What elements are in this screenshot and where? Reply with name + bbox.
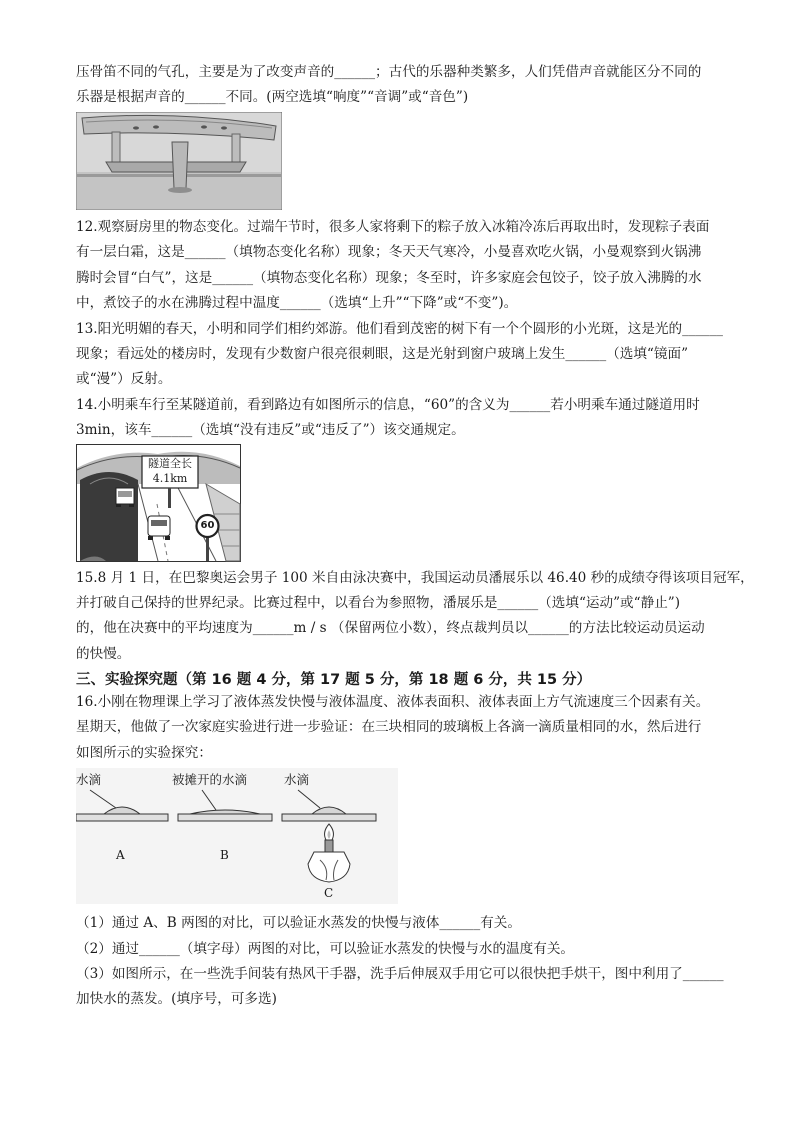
tunnel-sign-length: 4.1km [152, 472, 188, 485]
q16-sub-3-line-1: （3）如图所示，在一些洗手间装有热风干手器，洗手后伸展双手用它可以很快把手烘干，图中利用了______ [76, 966, 724, 982]
q15-line-1: 15.8 月 1 日，在巴黎奥运会男子 100 米自由泳决赛中，我国运动员潘展乐以 46.40 秒的成绩夺得该项目冠军， [76, 570, 754, 586]
q14-line-1: 14.小明乘车行至某隧道前，看到路边有如图所示的信息，“60”的含义为______若小明乘车通过隧道用时 [76, 397, 700, 413]
q11-line-1: 压骨笛不同的气孔，主要是为了改变声音的______；古代的乐器种类繁多，人们凭借声音就能区分不同的 [76, 64, 702, 80]
bone-flute-photo [76, 112, 282, 210]
q15-line-4: 的快慢。 [76, 646, 131, 662]
q12-line-2: 有一层白霜，这是______（填物态变化名称）现象；冬天天气寒冷，小曼喜欢吃火锅，小曼观察到火锅沸 [76, 244, 702, 260]
evaporation-figure [76, 768, 398, 904]
speed-limit-sign: 60 [200, 520, 215, 531]
q16-line-3: 如图所示的实验探究： [76, 745, 212, 761]
q13-line-2: 现象；看远处的楼房时，发现有少数窗户很亮很刺眼，这是光射到窗户玻璃上发生______（选填“镜面” [76, 346, 689, 362]
fig-b-top-label: 被摊开的水滴 [172, 772, 248, 787]
q12-line-4: 中，煮饺子的水在沸腾过程中温度______（选填“上升”“下降”或“不变”)。 [76, 295, 518, 311]
q16-sub-2: （2）通过______（填字母）两图的对比，可以验证水蒸发的快慢与水的温度有关。 [76, 941, 575, 957]
q12-line-3: 腾时会冒“白气”，这是______（填物态变化名称）现象；冬至时，许多家庭会包饺子，饺子放入沸腾的水 [76, 270, 702, 286]
fig-c-top-label: 水滴 [284, 772, 310, 787]
fig-label-c: C [324, 886, 334, 900]
q13-line-3: 或“漫”）反射。 [76, 371, 172, 387]
q16-line-1: 16.小刚在物理课上学习了液体蒸发快慢与液体温度、液体表面积、液体表面上方气流速度三个因素有关。 [76, 694, 710, 710]
tunnel-sign-title: 隧道全长 [148, 457, 192, 470]
q15-line-2: 并打破自己保持的世界纪录。比赛过程中，以看台为参照物，潘展乐是______（选填“运动”或“静止”) [76, 595, 681, 611]
q15-line-3: 的，他在决赛中的平均速度为______m / s （保留两位小数），终点裁判员以______的方法比较运动员运动 [76, 620, 705, 636]
fig-a-top-label: 水滴 [76, 772, 102, 787]
q12-line-1: 12.观察厨房里的物态变化。过端午节时，很多人家将剩下的粽子放入冰箱冷冻后再取出时，发现粽子表面 [76, 219, 710, 235]
q16-line-2: 星期天，他做了一次家庭实验进行进一步验证：在三块相同的玻璃板上各滴一滴质量相同的水，然后进行 [76, 719, 702, 735]
fig-label-a: A [116, 848, 125, 862]
q16-sub-3-line-2: 加快水的蒸发。(填序号，可多选) [76, 991, 277, 1007]
tunnel-figure [76, 444, 241, 562]
q16-sub-1: （1）通过 A、B 两图的对比，可以验证水蒸发的快慢与液体______有关。 [76, 915, 521, 931]
section-3-heading: 三、实验探究题（第 16 题 4 分，第 17 题 5 分，第 18 题 6 分，共 15 分） [76, 672, 592, 688]
q11-line-2: 乐器是根据声音的______不同。(两空选填“响度”“音调”或“音色”) [76, 89, 469, 105]
q14-line-2: 3min，该车______（选填“没有违反”或“违反了”）该交通规定。 [76, 422, 465, 438]
fig-label-b: B [220, 848, 229, 862]
q13-line-1: 13.阳光明媚的春天，小明和同学们相约郊游。他们看到茂密的树下有一个个圆形的小光斑，这是光的______ [76, 321, 723, 337]
